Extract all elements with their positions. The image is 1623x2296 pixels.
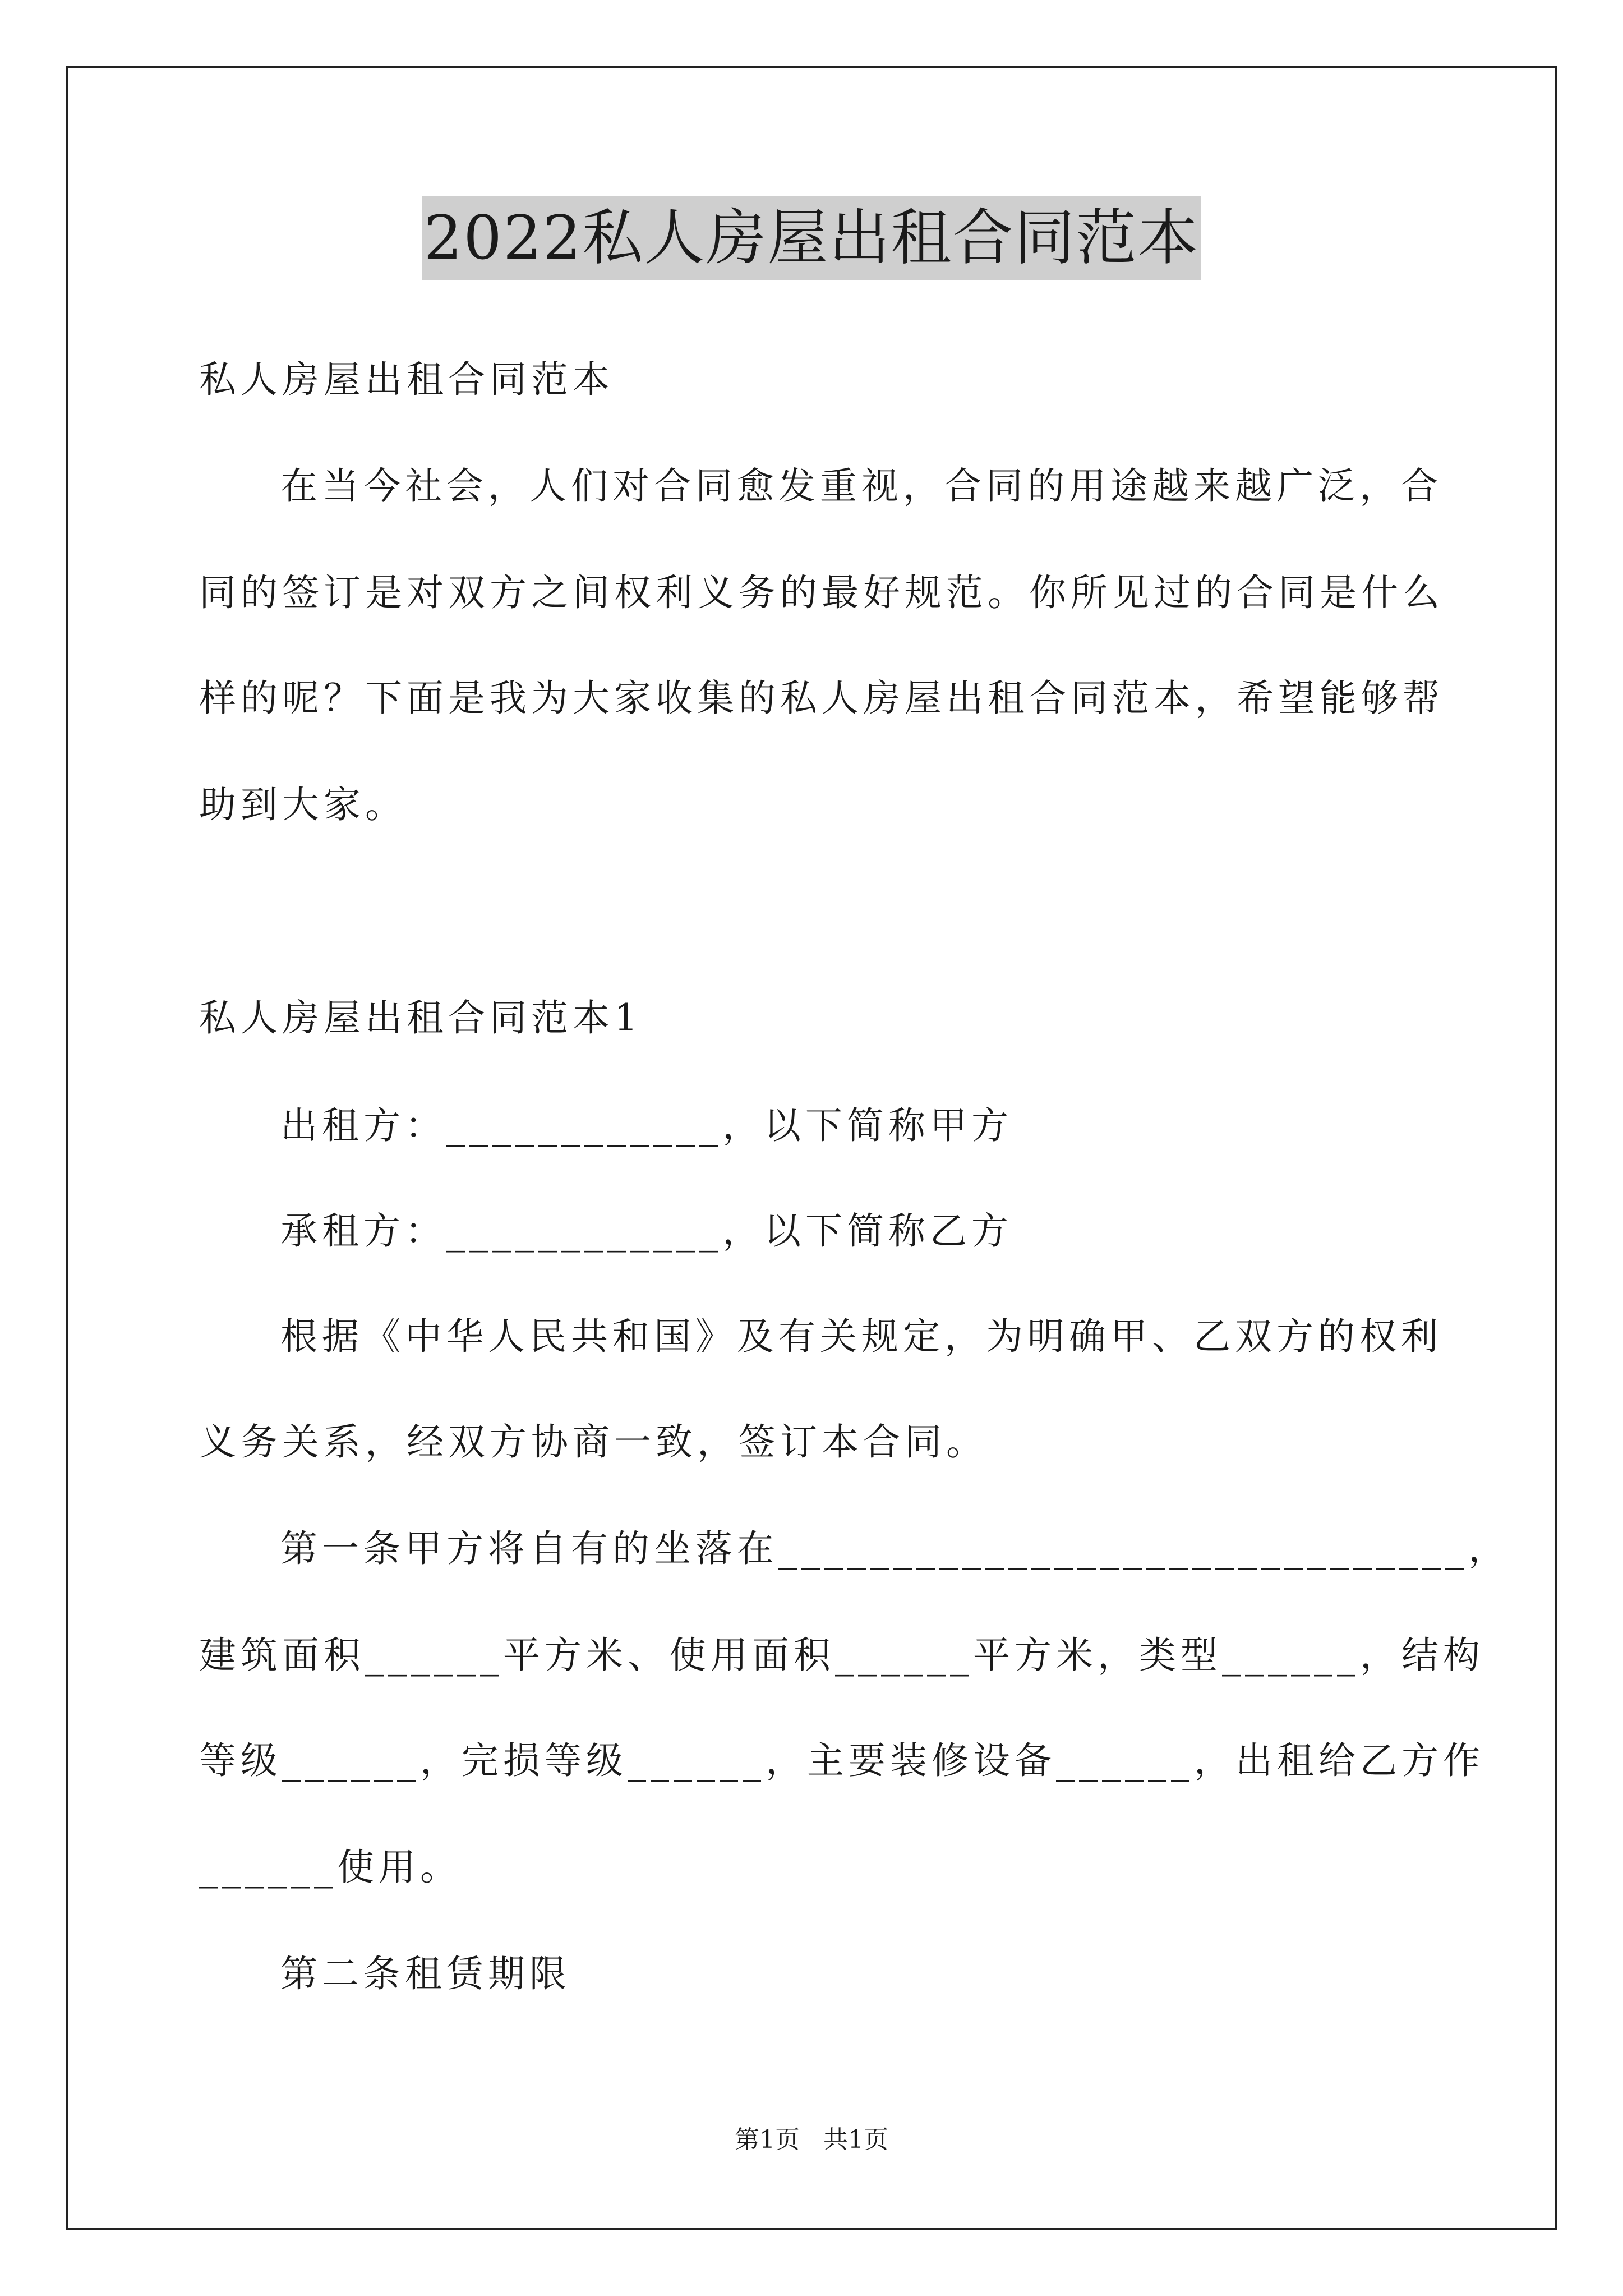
paragraph-line: 承租方：____________，以下简称乙方 bbox=[280, 1209, 1013, 1253]
paragraph-line: ______使用。 bbox=[199, 1846, 462, 1889]
paragraph-line: 义务关系，经双方协商一致，签订本合同。 bbox=[199, 1420, 988, 1464]
paragraph-line: 等级______，完损等级______，主要装修设备______，出租给乙方作 bbox=[199, 1739, 1484, 1782]
paragraph-line: 助到大家。 bbox=[199, 783, 407, 826]
document-title: 2022私人房屋出租合同范本 bbox=[422, 196, 1202, 280]
paragraph-line: 建筑面积______平方米、使用面积______平方米，类型______，结构 bbox=[199, 1634, 1484, 1677]
paragraph-line: 同的签订是对双方之间权利义务的最好规范。你所见过的合同是什么 bbox=[199, 571, 1444, 614]
page-footer: 第1页 共1页 bbox=[735, 2125, 888, 2154]
paragraph-line: 第一条甲方将自有的坐落在______________________________， bbox=[280, 1527, 1510, 1570]
paragraph-line: 样的呢？下面是我为大家收集的私人房屋出租合同范本，希望能够帮 bbox=[199, 677, 1444, 720]
paragraph-line: 在当今社会，人们对合同愈发重视，合同的用途越来越广泛，合 bbox=[280, 464, 1442, 508]
paragraph-line: 第二条租赁期限 bbox=[280, 1952, 571, 1995]
title-container bbox=[0, 196, 1623, 280]
paragraph-line: 私人房屋出租合同范本 bbox=[199, 358, 614, 401]
paragraph-line: 出租方：____________，以下简称甲方 bbox=[280, 1104, 1013, 1147]
section-heading: 私人房屋出租合同范本1 bbox=[199, 996, 642, 1039]
paragraph-line: 根据《中华人民共和国》及有关规定，为明确甲、乙双方的权利 bbox=[280, 1315, 1442, 1358]
